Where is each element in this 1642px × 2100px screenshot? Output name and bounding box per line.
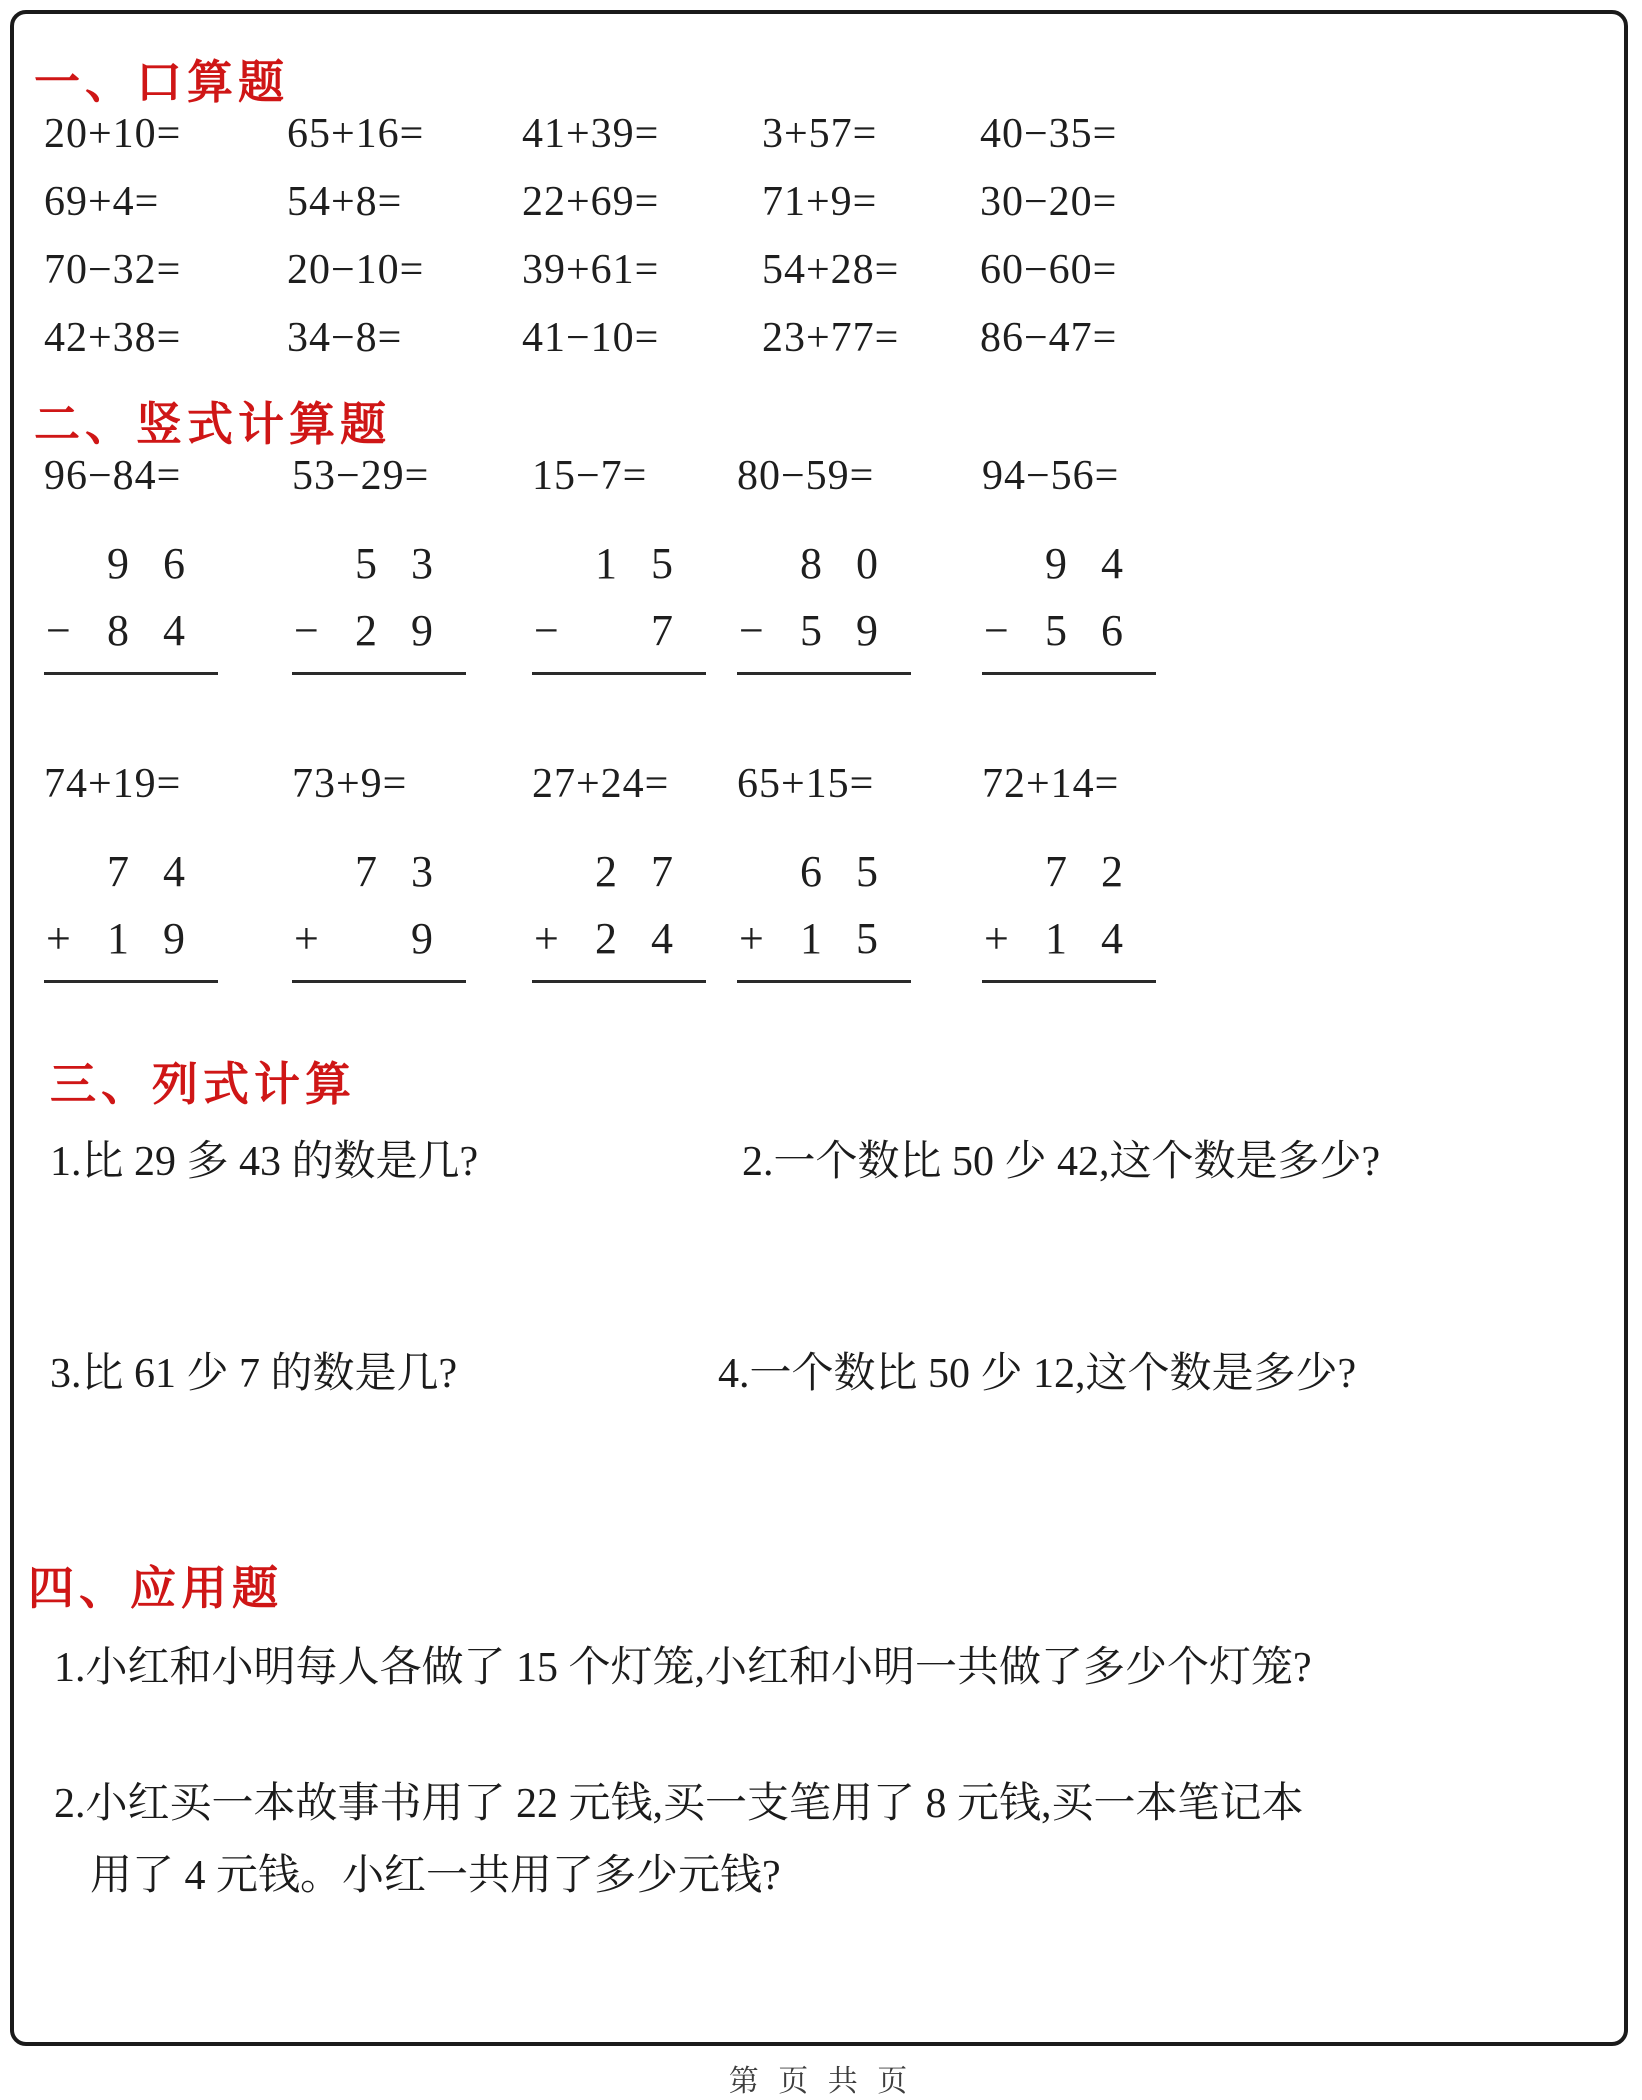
vertical-problem — [292, 452, 532, 675]
vertical-equation: 94−56= — [982, 453, 1120, 499]
vertical-equation: 96−84= — [44, 453, 182, 499]
answer-line — [737, 672, 911, 675]
word-problem: 1.比 29 多 43 的数是几? — [50, 1139, 479, 1185]
section4-title: 四、应用题 — [28, 1562, 283, 1614]
vertical-problem — [292, 760, 532, 983]
top-ones-digit: 4 — [163, 847, 185, 896]
top-tens-digit: 1 — [595, 539, 617, 588]
vertical-stack — [532, 530, 737, 675]
bottom-tens-digit: 5 — [800, 606, 822, 655]
top-tens-digit: 7 — [1045, 847, 1067, 896]
top-tens-digit: 8 — [800, 539, 822, 588]
math-problem: 20+10= — [44, 111, 182, 157]
top-ones-digit: 7 — [651, 847, 673, 896]
top-tens-digit: 7 — [355, 847, 377, 896]
math-problem: 86−47= — [980, 315, 1118, 361]
top-tens-digit: 2 — [595, 847, 617, 896]
top-tens-digit: 9 — [107, 539, 129, 588]
bottom-tens-digit: 1 — [107, 914, 129, 963]
top-ones-digit: 3 — [411, 539, 433, 588]
math-problem: 30−20= — [980, 179, 1118, 225]
operator-sign: − — [46, 606, 71, 655]
vertical-stack — [982, 530, 1232, 675]
math-problem: 42+38= — [44, 315, 182, 361]
top-ones-digit: 3 — [411, 847, 433, 896]
operator-sign: + — [984, 914, 1009, 963]
math-problem: 20−10= — [287, 247, 425, 293]
bottom-ones-digit: 4 — [163, 606, 185, 655]
answer-line — [44, 672, 218, 675]
math-problem: 22+69= — [522, 179, 660, 225]
answer-line — [292, 672, 466, 675]
operator-sign: + — [739, 914, 764, 963]
answer-line — [44, 980, 218, 983]
vertical-stack — [292, 838, 532, 983]
bottom-ones-digit: 9 — [411, 606, 433, 655]
top-ones-digit: 4 — [1101, 539, 1123, 588]
vertical-equation: 73+9= — [292, 761, 408, 807]
answer-line — [737, 980, 911, 983]
vertical-stack — [44, 838, 292, 983]
bottom-ones-digit: 4 — [651, 914, 673, 963]
vertical-equation: 72+14= — [982, 761, 1120, 807]
bottom-tens-digit: 1 — [1045, 914, 1067, 963]
operator-sign: − — [984, 606, 1009, 655]
top-ones-digit: 0 — [856, 539, 878, 588]
vertical-problem — [532, 760, 737, 983]
top-ones-digit: 5 — [856, 847, 878, 896]
math-problem: 69+4= — [44, 179, 160, 225]
operator-sign: − — [294, 606, 319, 655]
top-ones-digit: 6 — [163, 539, 185, 588]
section2-title: 二、竖式计算题 — [34, 398, 391, 450]
bottom-tens-digit: 2 — [595, 914, 617, 963]
math-problem: 70−32= — [44, 247, 182, 293]
vertical-stack — [532, 838, 737, 983]
operator-sign: + — [294, 914, 319, 963]
vertical-stack — [737, 530, 982, 675]
vertical-equation: 80−59= — [737, 453, 875, 499]
word-problem: 4.一个数比 50 少 12,这个数是多少? — [718, 1351, 1357, 1397]
vertical-problem — [532, 452, 737, 675]
vertical-stack — [44, 530, 292, 675]
bottom-tens-digit: 8 — [107, 606, 129, 655]
math-problem: 54+28= — [762, 247, 900, 293]
math-problem: 23+77= — [762, 315, 900, 361]
top-ones-digit: 2 — [1101, 847, 1123, 896]
vertical-stack — [982, 838, 1232, 983]
vertical-problem — [44, 760, 292, 983]
math-problem: 71+9= — [762, 179, 878, 225]
top-tens-digit: 7 — [107, 847, 129, 896]
answer-line — [292, 980, 466, 983]
math-problem: 41+39= — [522, 111, 660, 157]
top-tens-digit: 6 — [800, 847, 822, 896]
vertical-equation: 53−29= — [292, 453, 430, 499]
math-problem: 41−10= — [522, 315, 660, 361]
operator-sign: − — [739, 606, 764, 655]
bottom-ones-digit: 7 — [651, 606, 673, 655]
math-problem: 3+57= — [762, 111, 878, 157]
math-problem: 40−35= — [980, 111, 1118, 157]
word-problem: 3.比 61 少 7 的数是几? — [50, 1351, 458, 1397]
answer-line — [532, 672, 706, 675]
bottom-tens-digit — [338, 906, 394, 972]
word-problem: 2.一个数比 50 少 42,这个数是多少? — [742, 1139, 1381, 1185]
vertical-equation: 74+19= — [44, 761, 182, 807]
section3-title: 三、列式计算 — [50, 1058, 356, 1110]
bottom-tens-digit — [578, 598, 634, 664]
math-problem: 34−8= — [287, 315, 403, 361]
operator-sign: + — [46, 914, 71, 963]
word-problem-line: 2.小红买一本故事书用了 22 元钱,买一支笔用了 8 元钱,买一本笔记本 — [54, 1781, 1304, 1827]
bottom-ones-digit: 9 — [856, 606, 878, 655]
bottom-tens-digit: 1 — [800, 914, 822, 963]
vertical-equation: 27+24= — [532, 761, 670, 807]
answer-line — [532, 980, 706, 983]
bottom-ones-digit: 5 — [856, 914, 878, 963]
answer-line — [982, 672, 1156, 675]
oral-problems-grid — [44, 100, 1220, 372]
answer-line — [982, 980, 1156, 983]
bottom-ones-digit: 9 — [411, 914, 433, 963]
vertical-problems-row1 — [44, 452, 1232, 675]
vertical-stack — [737, 838, 982, 983]
math-problem: 54+8= — [287, 179, 403, 225]
vertical-problems-row2 — [44, 760, 1232, 983]
vertical-problem — [44, 452, 292, 675]
bottom-ones-digit: 9 — [163, 914, 185, 963]
section1-title: 一、口算题 — [34, 56, 289, 108]
top-tens-digit: 9 — [1045, 539, 1067, 588]
word-problem: 1.小红和小明每人各做了 15 个灯笼,小红和小明一共做了多少个灯笼? — [54, 1645, 1312, 1691]
operator-sign: + — [534, 914, 559, 963]
top-ones-digit: 5 — [651, 539, 673, 588]
vertical-stack — [292, 530, 532, 675]
vertical-problem — [982, 760, 1232, 983]
bottom-ones-digit: 4 — [1101, 914, 1123, 963]
math-problem: 65+16= — [287, 111, 425, 157]
vertical-problem — [982, 452, 1232, 675]
vertical-problem — [737, 452, 982, 675]
word-problem-line: 用了 4 元钱。小红一共用了多少元钱? — [90, 1853, 781, 1899]
vertical-equation: 65+15= — [737, 761, 875, 807]
top-tens-digit: 5 — [355, 539, 377, 588]
math-problem: 39+61= — [522, 247, 660, 293]
bottom-ones-digit: 6 — [1101, 606, 1123, 655]
vertical-equation: 15−7= — [532, 453, 648, 499]
bottom-tens-digit: 5 — [1045, 606, 1067, 655]
page-footer: 第 页 共 页 — [728, 2065, 914, 2098]
vertical-problem — [737, 760, 982, 983]
bottom-tens-digit: 2 — [355, 606, 377, 655]
math-problem: 60−60= — [980, 247, 1118, 293]
operator-sign: − — [534, 606, 559, 655]
